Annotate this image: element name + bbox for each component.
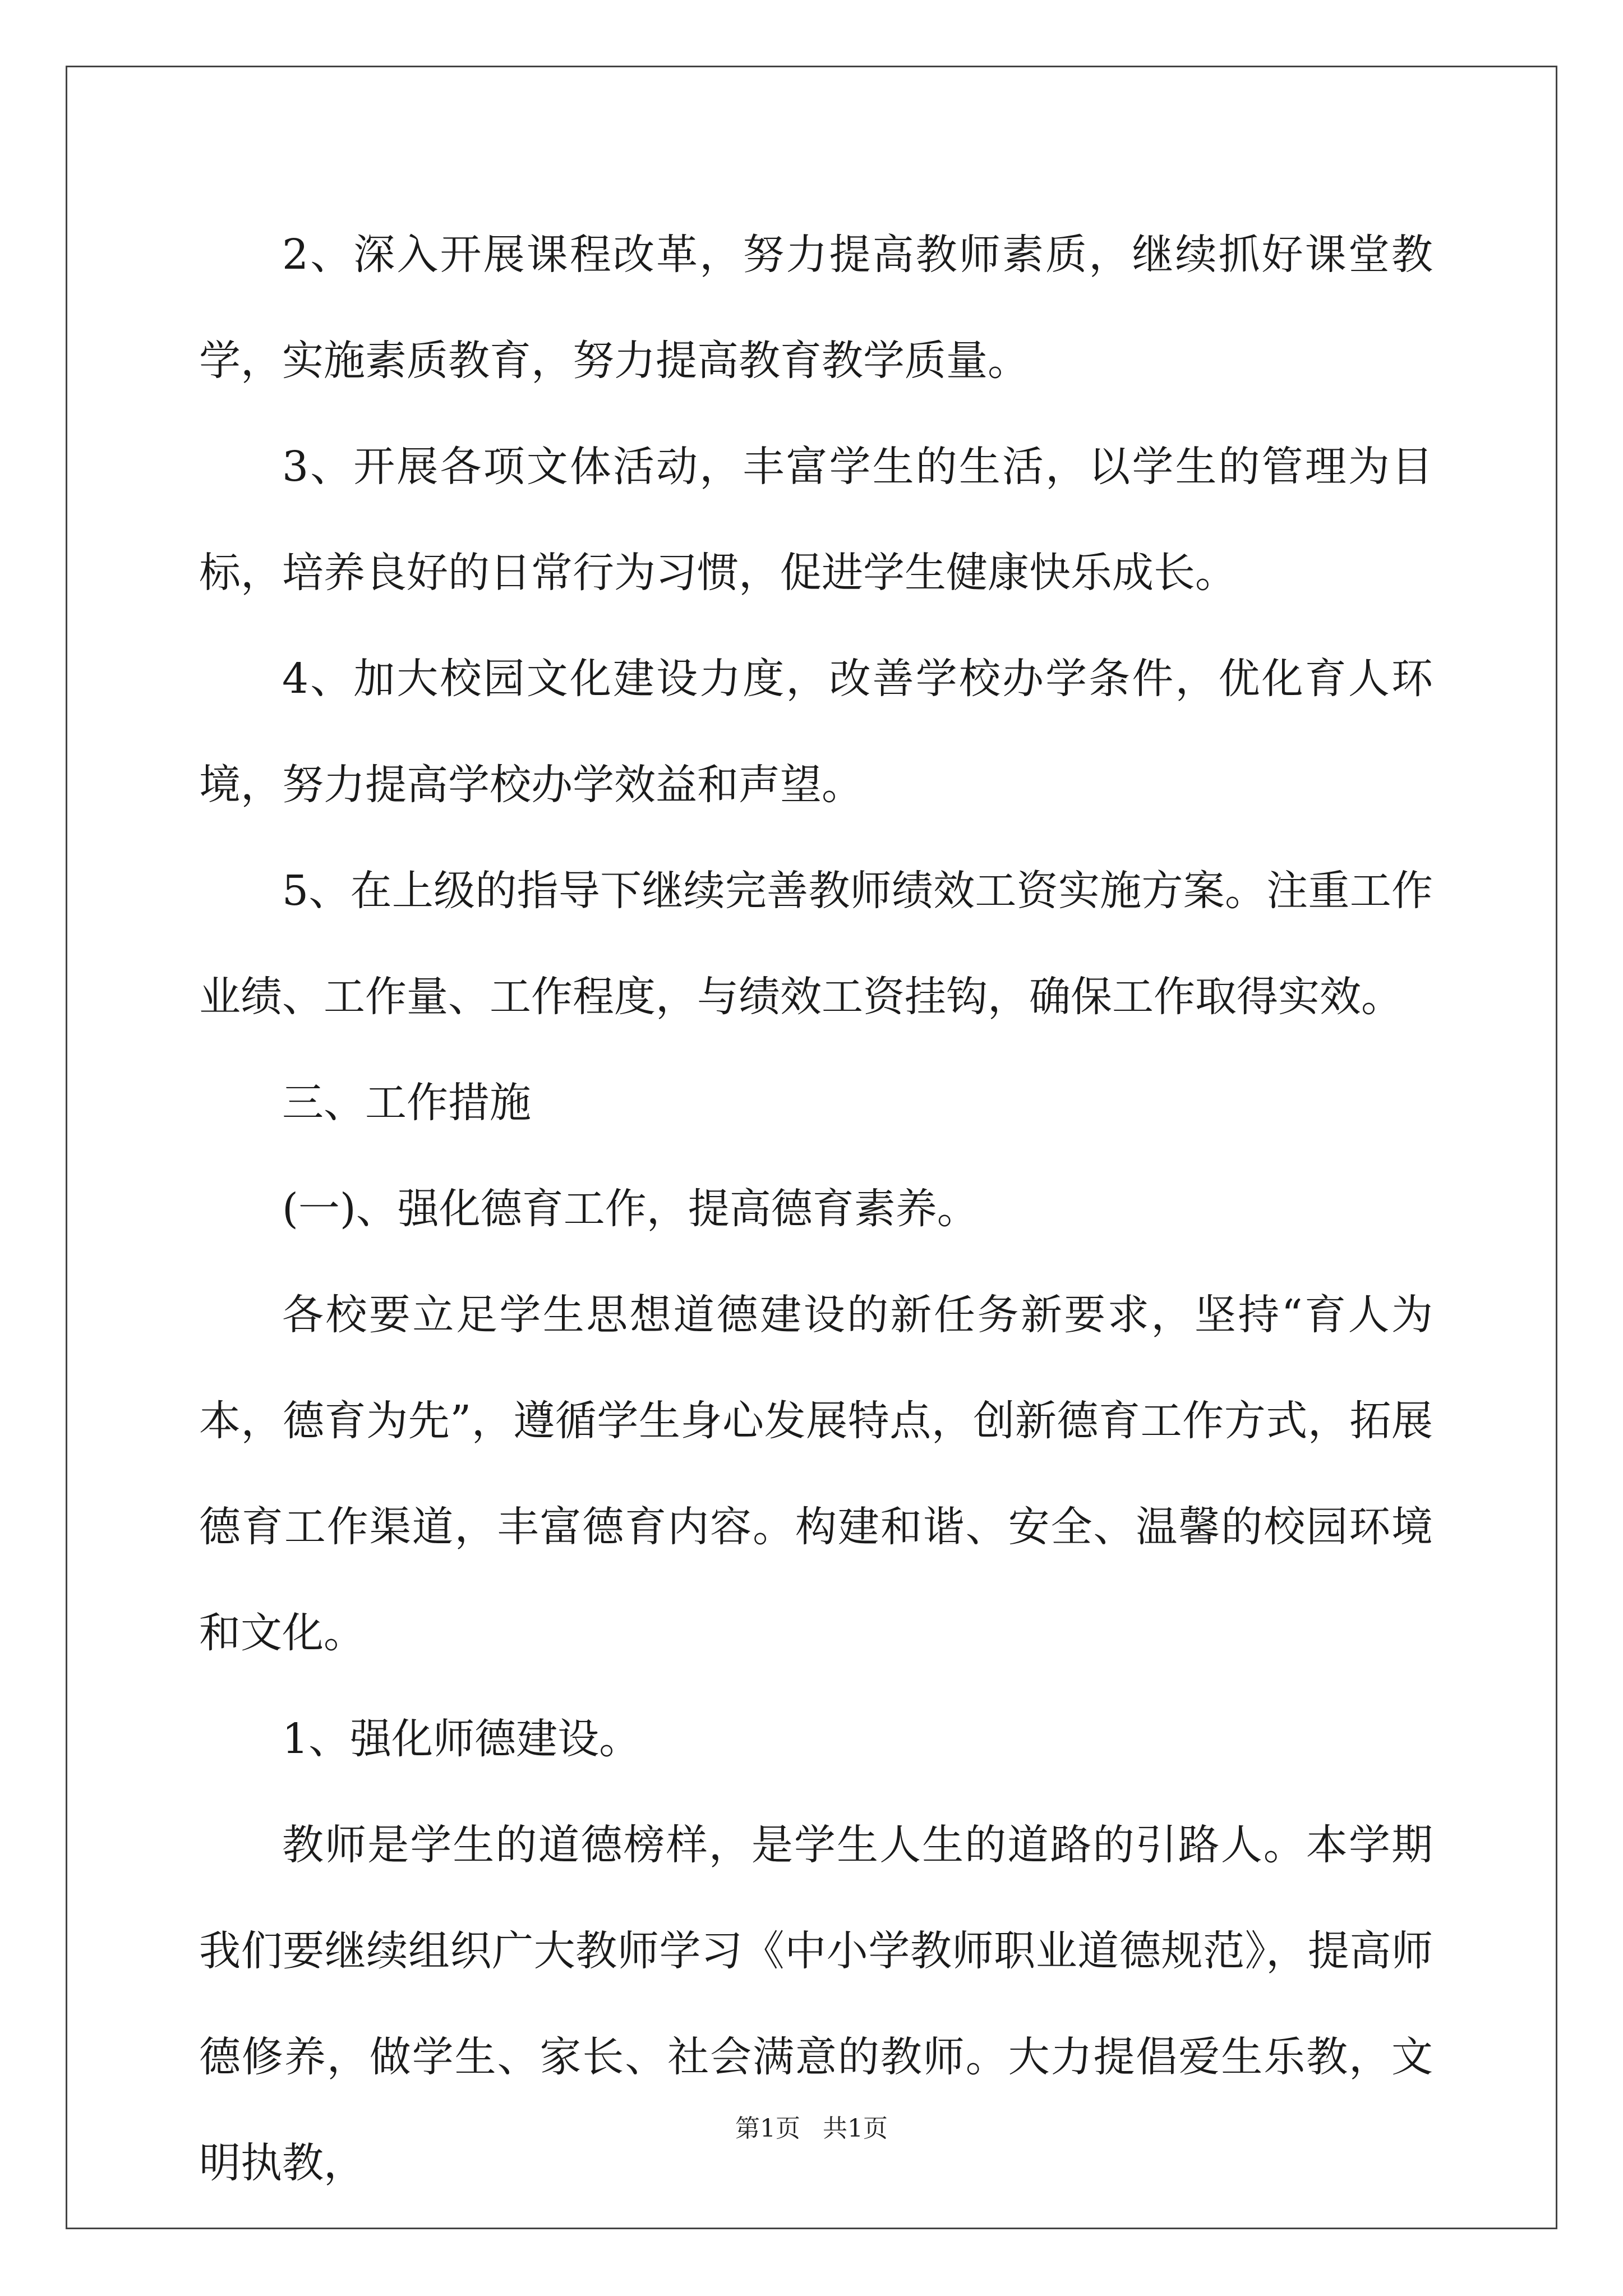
paragraph-teacher-ethics: 教师是学生的道德榜样，是学生人生的道路的引路人。本学期我们要继续组织广大教师学习《中小学教师职业道德规范》，提高师德修养，做学生、家长、社会满意的教师。大力提倡爱生乐教，文明执教， — [199, 1821, 1433, 2187]
paragraph-moral-education: 各校要立足学生思想道德建设的新任务新要求，坚持“育人为本，德育为先”，遵循学生身心发展特点，创新德育工作方式，拓展德育工作渠道，丰富德育内容。构建和谐、安全、温馨的校园环境和文化。 — [199, 1291, 1433, 1657]
paragraph-goal-5: 5、在上级的指导下继续完善教师绩效工资实施方案。注重工作业绩、工作量、工作程度，与绩效工资挂钩，确保工作取得实效。 — [199, 867, 1433, 1021]
page-footer — [0, 2108, 1623, 2144]
document-body — [199, 202, 1433, 2216]
page-number: 第1页 — [735, 2114, 800, 2143]
paragraph-goal-3: 3、开展各项文体活动，丰富学生的生活，以学生的管理为目标，培养良好的日常行为习惯，促进学生健康快乐成长。 — [199, 443, 1433, 597]
section-heading-measures: 三、工作措施 — [282, 1079, 531, 1127]
paragraph-goal-4: 4、加大校园文化建设力度，改善学校办学条件，优化育人环境，努力提高学校办学效益和声望。 — [199, 655, 1433, 809]
paragraph-goal-2: 2、深入开展课程改革，努力提高教师素质，继续抓好课堂教学，实施素质教育，努力提高教育教学质量。 — [199, 231, 1433, 385]
subsection-heading-moral-education: (一)、强化德育工作，提高德育素养。 — [282, 1185, 979, 1233]
page-total: 共1页 — [823, 2114, 888, 2143]
item-heading-teacher-ethics: 1、强化师德建设。 — [282, 1715, 641, 1763]
